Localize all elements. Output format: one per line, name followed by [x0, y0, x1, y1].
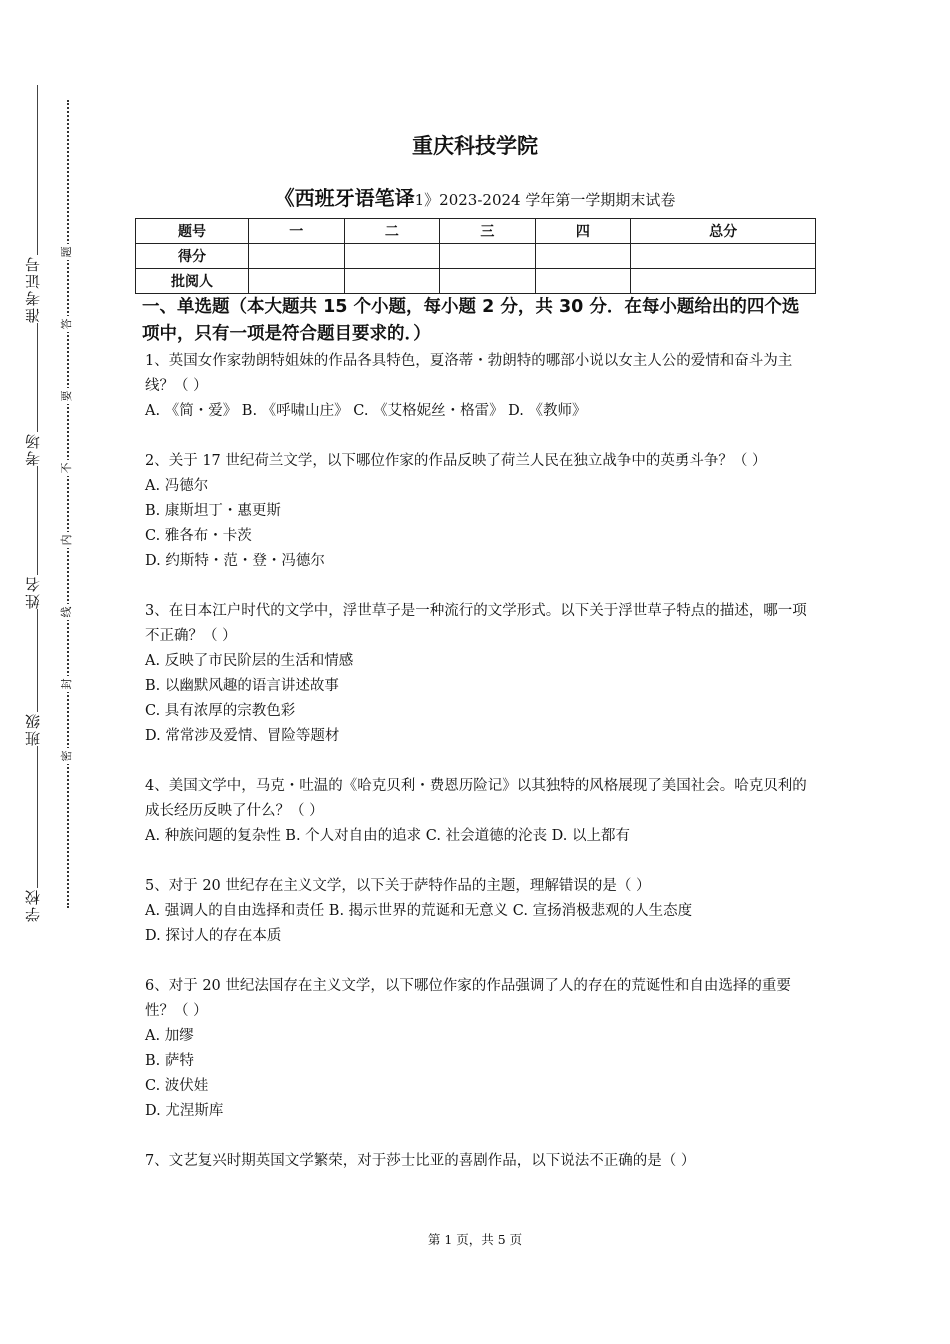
question-stem: 5、对于 20 世纪存在主义文学，以下关于萨特作品的主题，理解错误的是（ ）	[145, 878, 651, 894]
seal-char: 题	[59, 244, 75, 260]
question-4	[145, 774, 813, 849]
margin-field-exam-room: 考场	[20, 432, 46, 466]
option-d: D. 尤涅斯库	[145, 1103, 224, 1119]
question-stem: 3、在日本江户时代的文学中，浮世草子是一种流行的文学形式。以下关于浮世草子特点的描述，哪一项不正确？（ ）	[145, 603, 807, 644]
score-row-label: 批阅人	[136, 269, 249, 294]
seal-char: 不	[59, 460, 75, 476]
score-table-header-cell: 三	[440, 219, 536, 244]
seal-char: 密	[59, 748, 75, 764]
question-3	[145, 599, 813, 749]
seal-dotted-line	[67, 100, 69, 908]
margin-field-class: 班级	[20, 712, 46, 746]
question-options: A. 种族问题的复杂性 B. 个人对自由的追求 C. 社会道德的沦丧 D. 以上都有	[145, 828, 631, 844]
score-cell[interactable]	[249, 269, 345, 294]
exam-subtitle	[0, 182, 950, 211]
option-a: A. 反映了市民阶层的生活和情感	[145, 653, 354, 669]
option-c: C. 波伏娃	[145, 1078, 209, 1094]
question-7	[145, 1149, 813, 1174]
section-heading: 一、单选题（本大题共 15 个小题，每小题 2 分，共 30 分．在每小题给出的四个选项中，只有一项是符合题目要求的．）	[142, 297, 800, 344]
option-d: D. 常常涉及爱情、冒险等题材	[145, 728, 340, 744]
question-stem: 4、美国文学中，马克・吐温的《哈克贝利・费恩历险记》以其独特的风格展现了美国社会。哈克贝利的成长经历反映了什么？（ ）	[145, 778, 807, 819]
score-table-header-cell: 题号	[136, 219, 249, 244]
question-1	[145, 349, 813, 424]
exam-content	[142, 294, 813, 1199]
score-table-header-cell: 一	[249, 219, 345, 244]
score-cell[interactable]	[535, 269, 631, 294]
score-cell[interactable]	[440, 269, 536, 294]
score-table-header-cell: 二	[344, 219, 440, 244]
score-table-header-row	[136, 219, 816, 244]
option-d: D. 探讨人的存在本质	[145, 928, 282, 944]
score-table-header-cell: 总分	[631, 219, 816, 244]
seal-char: 内	[59, 532, 75, 548]
score-table	[135, 218, 816, 294]
option-c: C. 雅各布・卡茨	[145, 528, 252, 544]
seal-char: 封	[59, 676, 75, 692]
score-row-label: 得分	[136, 244, 249, 269]
score-cell[interactable]	[631, 269, 816, 294]
option-c: C. 具有浓厚的宗教色彩	[145, 703, 296, 719]
question-stem: 6、对于 20 世纪法国存在主义文学，以下哪位作家的作品强调了人的存在的荒诞性和自由选择的重要性？（ ）	[145, 978, 791, 1019]
score-cell[interactable]	[344, 269, 440, 294]
question-stem: 7、文艺复兴时期英国文学繁荣，对于莎士比亚的喜剧作品，以下说法不正确的是（ ）	[145, 1153, 696, 1169]
option-d: D. 约斯特・范・登・冯德尔	[145, 553, 325, 569]
score-cell[interactable]	[344, 244, 440, 269]
question-options: A. 《简・爱》 B. 《呼啸山庄》 C. 《艾格妮丝・格雷》 D. 《教师》	[145, 403, 587, 419]
option-b: B. 康斯坦丁・惠更斯	[145, 503, 281, 519]
score-table-row	[136, 269, 816, 294]
seal-char: 答	[59, 316, 75, 332]
option-a: A. 冯德尔	[145, 478, 209, 494]
score-cell[interactable]	[535, 244, 631, 269]
question-stem: 1、英国女作家勃朗特姐妹的作品各具特色，夏洛蒂・勃朗特的哪部小说以女主人公的爱情和奋斗为主线？（ ）	[145, 353, 793, 394]
score-table-row	[136, 244, 816, 269]
option-b: B. 萨特	[145, 1053, 194, 1069]
question-6	[145, 974, 813, 1124]
seal-char: 要	[59, 388, 75, 404]
question-5	[145, 874, 813, 949]
course-title: 《西班牙语笔译	[274, 186, 415, 210]
score-cell[interactable]	[631, 244, 816, 269]
page-footer: 第 1 页，共 5 页	[427, 1232, 523, 1247]
score-table-header-cell: 四	[535, 219, 631, 244]
option-b: B. 以幽默风趣的语言讲述故事	[145, 678, 339, 694]
margin-field-name: 姓名	[20, 575, 46, 609]
score-cell[interactable]	[249, 244, 345, 269]
question-options: A. 强调人的自由选择和责任 B. 揭示世界的荒诞和无意义 C. 宣扬消极悲观的人生态度	[145, 903, 693, 919]
margin-field-exam-number: 准考证号	[20, 255, 46, 323]
seal-char: 线	[59, 604, 75, 620]
school-title: 重庆科技学院	[412, 134, 538, 158]
course-suffix: 1》2023-2024 学年第一学期期末试卷	[414, 191, 676, 209]
score-cell[interactable]	[440, 244, 536, 269]
option-a: A. 加缪	[145, 1028, 194, 1044]
margin-field-school: 学校	[20, 888, 46, 922]
question-2	[145, 449, 813, 574]
question-stem: 2、关于 17 世纪荷兰文学，以下哪位作家的作品反映了荷兰人民在独立战争中的英勇斗争？（ ）	[145, 453, 767, 469]
